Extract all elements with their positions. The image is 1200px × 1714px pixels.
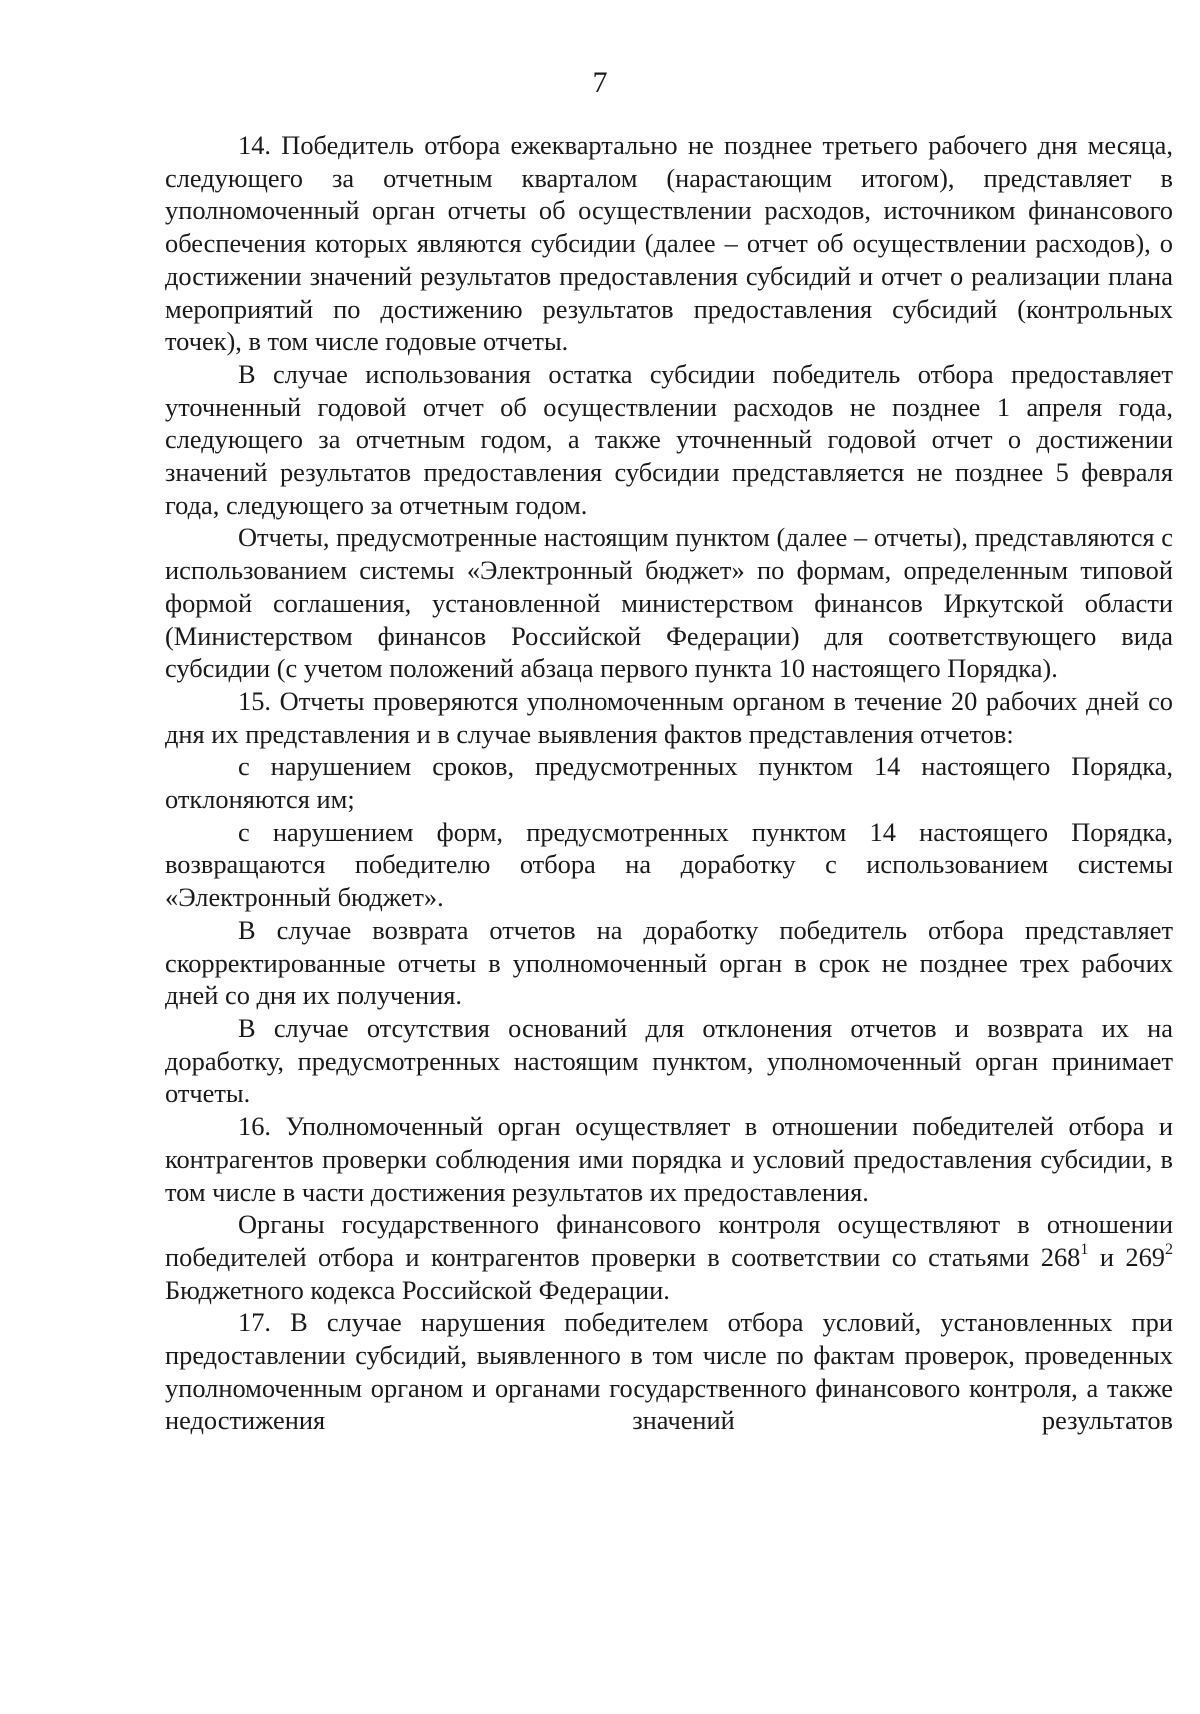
paragraph-14-remainder-use: В случае использования остатка субсидии победитель отбора предоставляет уточненный годовой отчет об осуществлении расходов не позднее 1 апреля года, следующего за отчетным годом, а также уточненный годовой отчет о достижении значений результатов предоставления субсидии представляется не позднее 5 февраля года, следующего за отчетным годом. bbox=[165, 358, 1173, 520]
document-body bbox=[165, 129, 1173, 1437]
paragraph-15-form-violation: с нарушением форм, предусмотренных пунктом 14 настоящего Порядка, возвращаются победителю отбора на доработку с использованием системы «Электронный бюджет». bbox=[165, 816, 1173, 913]
paragraph-16-text-before: Органы государственного финансового контроля осуществляют в отношении победителей отбора и контрагентов проверки в соответствии со статьями 268 bbox=[165, 1209, 1173, 1272]
superscript-2: 2 bbox=[1165, 1241, 1173, 1259]
paragraph-15-return-for-revision: В случае возврата отчетов на доработку победитель отбора представляет скорректированные отчеты в уполномоченный орган в срок не позднее трех рабочих дней со дня их получения. bbox=[165, 914, 1173, 1011]
paragraph-14: 14. Победитель отбора ежеквартально не позднее третьего рабочего дня месяца, следующего за отчетным кварталом (нарастающим итогом), представляет в уполномоченный орган отчеты об осуществлении расходов, источником финансового обеспечения которых являются субсидии (далее – отчет об осуществлении расходов), о достижении значений результатов предоставления субсидий и отчет о реализации плана мероприятий по достижению результатов предоставления субсидий (контрольных точек), в том числе годовые отчеты. bbox=[165, 130, 1173, 357]
paragraph-17: 17. В случае нарушения победителем отбора условий, установленных при предоставлении субсидий, выявленного в том числе по фактам проверок, проведенных уполномоченным органом и органами государственного финансового контроля, а также недостижения значений результатов bbox=[165, 1307, 1173, 1436]
paragraph-16-financial-control bbox=[165, 1208, 1173, 1306]
paragraph-16: 16. Уполномоченный орган осуществляет в отношении победителей отбора и контрагентов проверки соблюдения ими порядка и условий предоставления субсидии, в том числе в части достижения результатов их предоставления. bbox=[165, 1111, 1173, 1207]
paragraph-14-report-forms: Отчеты, предусмотренные настоящим пунктом (далее – отчеты), представляются с использованием системы «Электронный бюджет» по формам, определенным типовой формой соглашения, установленной министерством финансов Иркутской области (Министерством финансов Российской Федерации) для соответствующего вида субсидии (с учетом положений абзаца первого пункта 10 настоящего Порядка). bbox=[165, 522, 1173, 684]
paragraph-15-acceptance: В случае отсутствия оснований для отклонения отчетов и возврата их на доработку, предусмотренных настоящим пунктом, уполномоченный орган принимает отчеты. bbox=[165, 1012, 1173, 1109]
paragraph-16-text-after: Бюджетного кодекса Российской Федерации. bbox=[165, 1274, 670, 1305]
paragraph-15-deadline-violation: с нарушением сроков, предусмотренных пунктом 14 настоящего Порядка, отклоняются им; bbox=[165, 751, 1173, 815]
paragraph-16-text-middle: и 269 bbox=[1088, 1241, 1165, 1272]
paragraph-15: 15. Отчеты проверяются уполномоченным органом в течение 20 рабочих дней со дня их представления и в случае выявления фактов представления отчетов: bbox=[165, 685, 1173, 749]
superscript-1: 1 bbox=[1080, 1241, 1089, 1259]
page-number: 7 bbox=[592, 66, 608, 99]
